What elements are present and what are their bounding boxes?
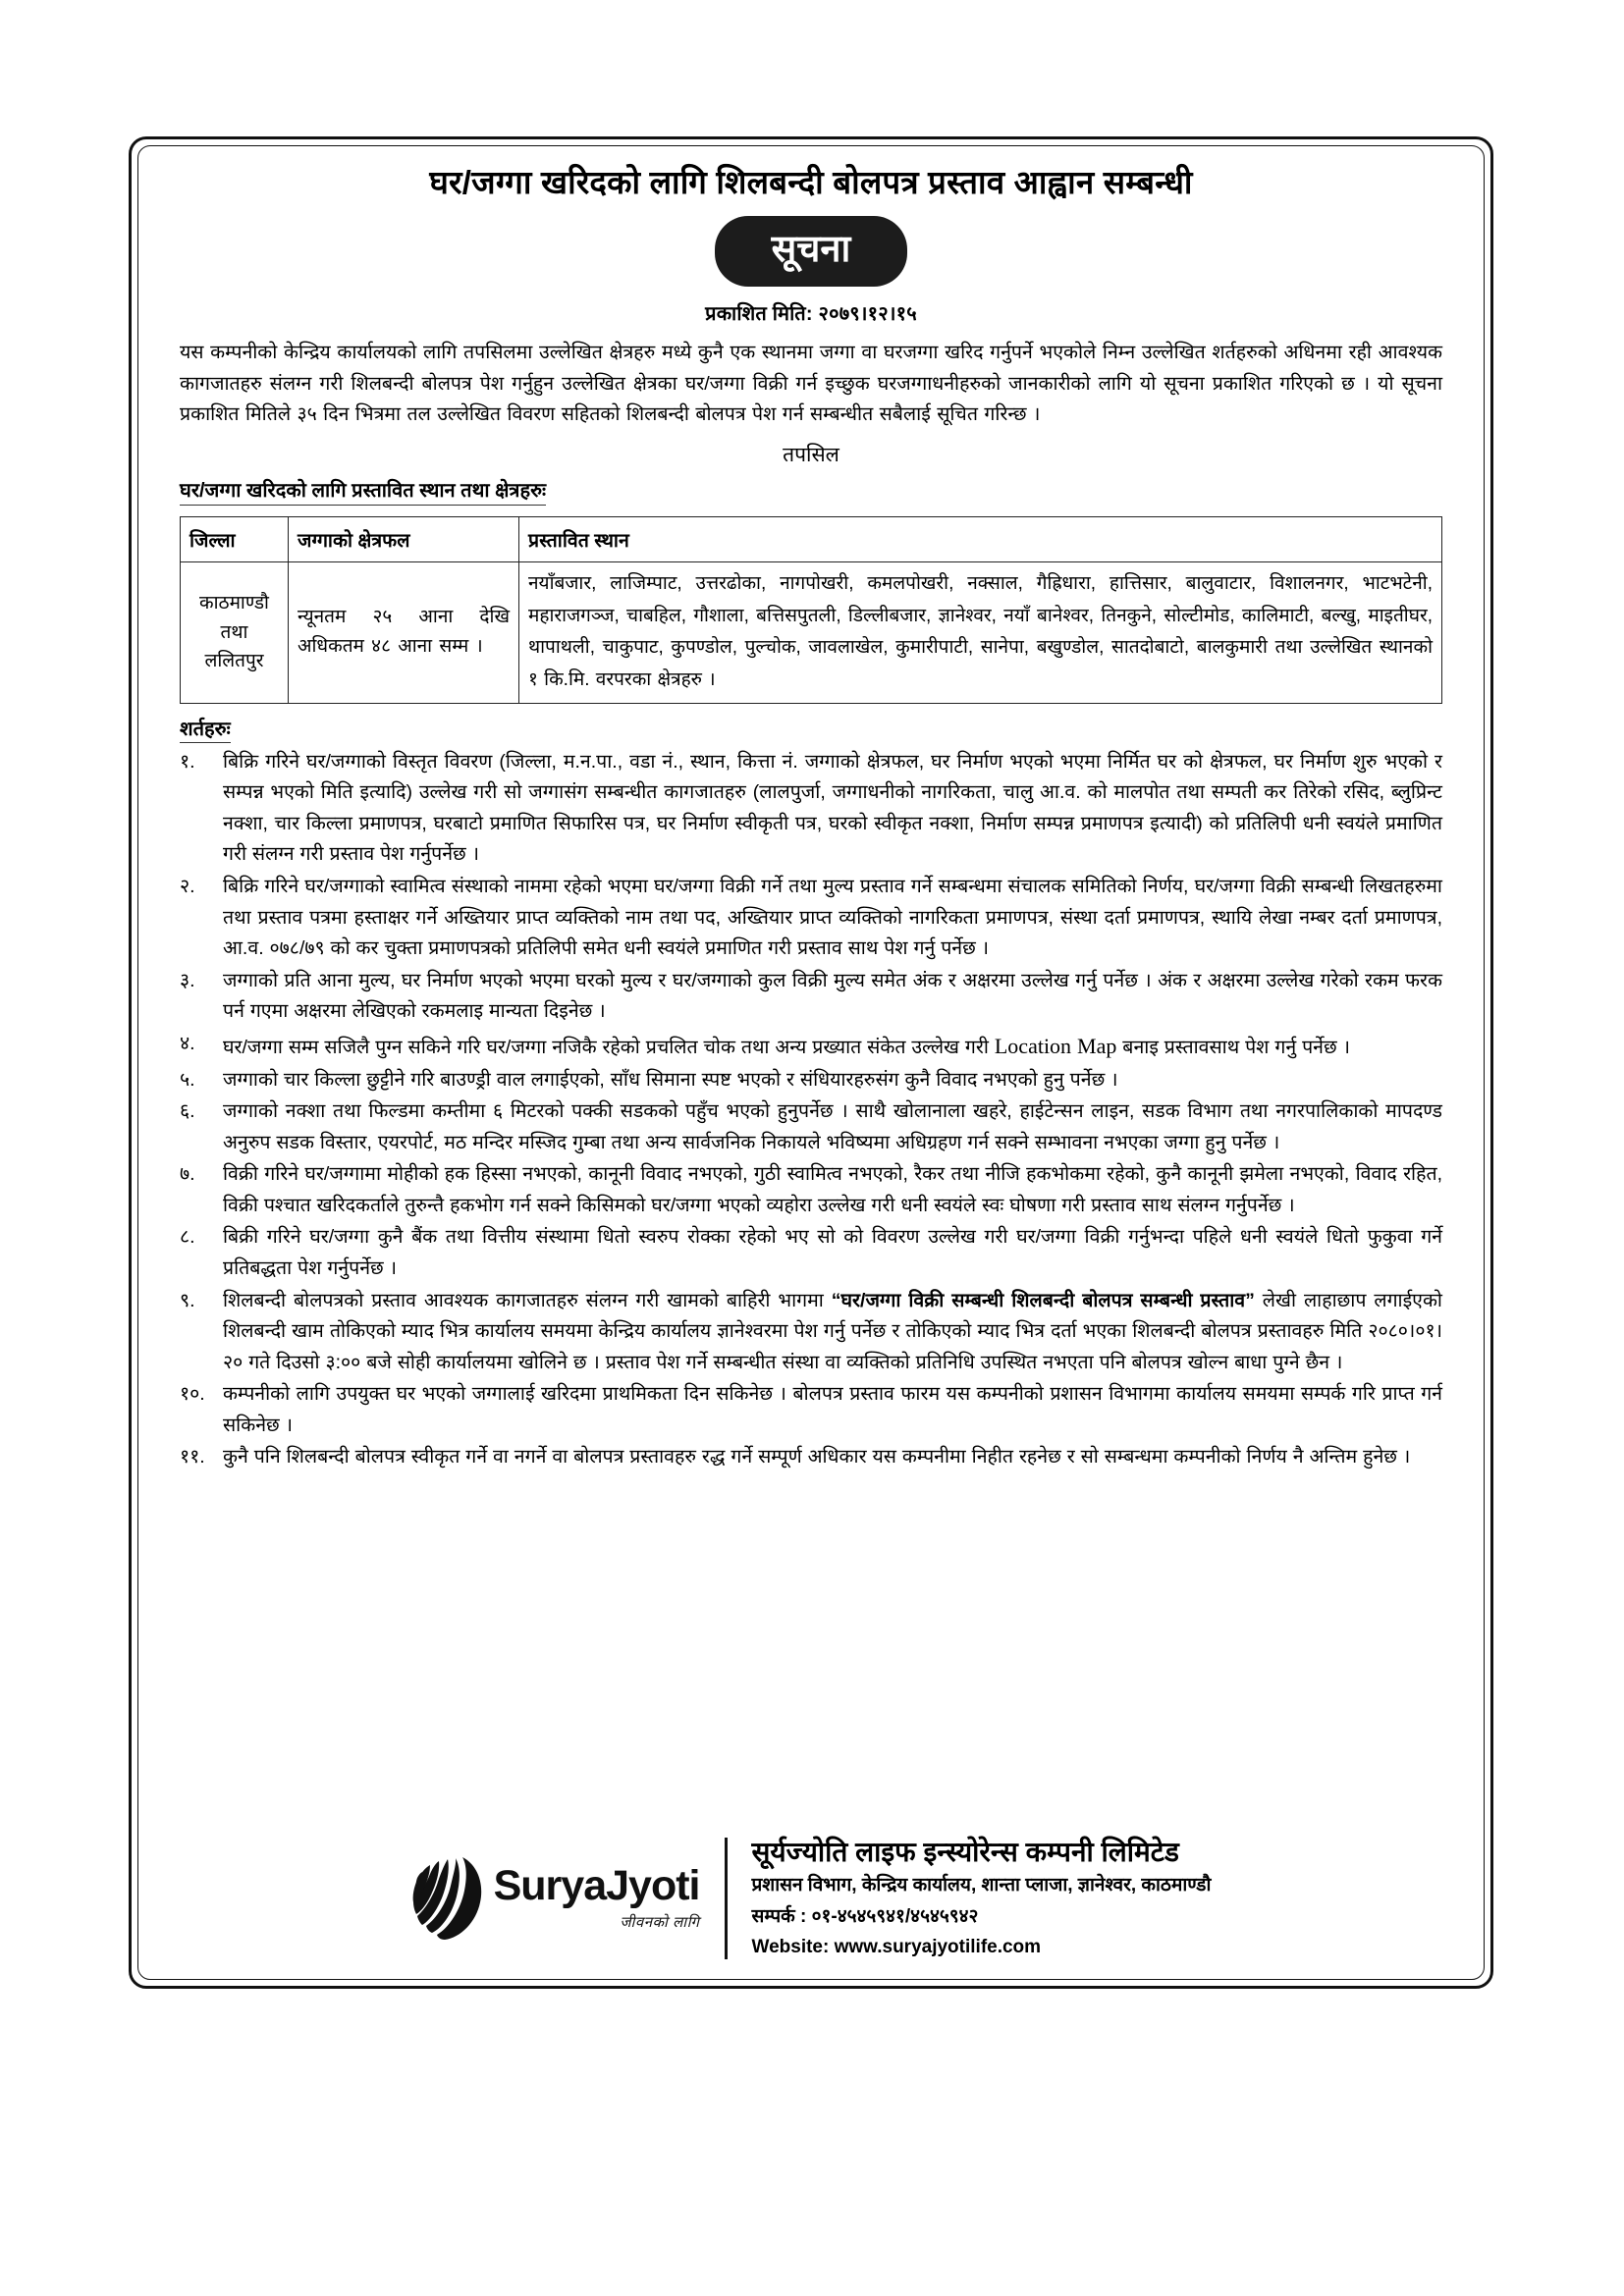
notice-title: घर/जग्गा खरिदको लागि शिलबन्दी बोलपत्र प्रस्ताव आह्वान सम्बन्धी xyxy=(429,164,1193,200)
condition-number: ४. xyxy=(180,1032,195,1054)
condition-item-1 xyxy=(180,747,1442,871)
condition-text-after: लेखी लाहाछाप लगाईएको शिलबन्दी खाम तोकिएको म्याद भित्र कार्यालय समयमा केन्द्रिय कार्यालय ज्ञानेश्वरमा पेश गर्नु पर्नेछ र तोकिएको म्याद भित्र दर्ता भएका शिलबन्दी बोलपत्र प्रस्तावहरु मिति २०८०।०१।२० गते दिउसो ३:०० बजे सोही कार्यालयमा खोलिने छ । प्रस्ताव पेश गर्ने सम्बन्धीत संस्था वा व्यक्तिको प्रतिनिधि उपस्थित नभएता पनि बोलपत्र खोल्न बाधा पुग्ने छैन । xyxy=(223,1289,1442,1373)
condition-text: बिक्री गरिने घर/जग्गा कुनै बैंक तथा वित्तीय संस्थामा धितो स्वरुप रोक्का रहेको भए सो को विवरण उल्लेख गरी घर/जग्गा विक्री गर्नुभन्दा पहिले धनी स्वयंले धितो फुकुवा गर्ने प्रतिबद्धता पेश गर्नुपर्नेछ । xyxy=(223,1226,1442,1279)
notice-badge-row xyxy=(180,216,1442,287)
condition-text: कम्पनीको लागि उपयुक्त घर भएको जग्गालाई खरिदमा प्राथमिकता दिन सकिनेछ । बोलपत्र प्रस्ताव फारम यस कम्पनीको प्रशासन विभागमा कार्यालय समयमा सम्पर्क गरि प्राप्त गर्न सकिनेछ । xyxy=(223,1383,1442,1436)
condition-text: जग्गाको नक्शा तथा फिल्डमा कम्तीमा ६ मिटरको पक्की सडकको पहुँच भएको हुनुपर्नेछ । साथै खोलानाला खहरे, हाईटेन्सन लाइन, सडक विभाग तथा नगरपालिकाको मापदण्ड अनुरुप सडक विस्तार, एयरपोर्ट, मठ मन्दिर मस्जिद गुम्बा तथा अन्य सार्वजनिक निकायले भविष्यमा अधिग्रहण गर्न सक्ने सम्भावना नभएका जग्गा हुनु पर्नेछ । xyxy=(223,1100,1442,1153)
condition-text-after: बनाइ प्रस्तावसाथ पेश गर्नु पर्नेछ । xyxy=(1116,1036,1350,1058)
sealed-envelope-label: “घर/जग्गा विक्री सम्बन्धी शिलबन्दी बोलपत्र सम्बन्धी प्रस्ताव” xyxy=(831,1289,1255,1311)
intro-paragraph: यस कम्पनीको केन्द्रिय कार्यालयको लागि तपसिलमा उल्लेखित क्षेत्रहरु मध्ये कुनै एक स्थानमा जग्गा वा घरजग्गा खरिद गर्नुपर्ने भएकोले निम्न उल्लेखित शर्तहरुको अधिनमा रही आवश्यक कागजातहरु संलग्न गरी शिलबन्दी बोलपत्र पेश गर्नुहुन उल्लेखित क्षेत्रका घर/जग्गा विक्री गर्न इच्छुक घरजग्गाधनीहरुको जानकारीको लागि यो सूचना प्रकाशित गरिएको छ । यो सूचना प्रकाशित मितिले ३५ दिन भित्रमा तल उल्लेखित विवरण सहितको शिलबन्दी बोलपत्र पेश गर्न सम्बन्धीत सबैलाई सूचित गरिन्छ । xyxy=(180,342,1442,426)
company-address: प्रशासन विभाग, केन्द्रिय कार्यालय, शान्ता प्लाजा, ज्ञानेश्वर, काठमाण्डौ xyxy=(751,1875,1212,1896)
condition-item-3 xyxy=(180,966,1442,1028)
logo-block xyxy=(411,1855,726,1942)
condition-number: ८. xyxy=(180,1226,195,1249)
published-date: प्रकाशित मिति: २०७९।१२।१५ xyxy=(705,303,917,326)
condition-item-5 xyxy=(180,1065,1442,1096)
condition-text: बिक्रि गरिने घर/जग्गाको स्वामित्व संस्थाको नाममा रहेको भएमा घर/जग्गा विक्री गर्ने तथा मुल्य प्रस्ताव गर्ने सम्बन्धमा संचालक समितिको निर्णय, घर/जग्गा विक्री सम्बन्धी लिखतहरुमा तथा प्रस्ताव पत्रमा हस्ताक्षर गर्ने अख्तियार प्राप्त व्यक्तिको नाम तथा पद, अख्तियार प्राप्त व्यक्तिको नागरिकता प्रमाणपत्र, संस्था दर्ता प्रमाणपत्र, स्थायि लेखा नम्बर दर्ता प्रमाणपत्र, आ.व. ०७८/७९ को कर चुक्ता प्रमाणपत्रको प्रतिलिपी समेत धनी स्वयंले प्रमाणित गरी प्रस्ताव साथ पेश गर्नु पर्नेछ । xyxy=(223,875,1442,960)
condition-item-10 xyxy=(180,1379,1442,1441)
condition-item-8 xyxy=(180,1222,1442,1284)
table-header-area: जग्गाको क्षेत्रफल xyxy=(289,516,519,561)
condition-number: २. xyxy=(180,875,195,897)
condition-text: बिक्रि गरिने घर/जग्गाको विस्तृत विवरण (जिल्ला, म.न.पा., वडा नं., स्थान, कित्ता नं. जग्गाको क्षेत्रफल, घर निर्माण भएको भएमा निर्मित घर को क्षेत्रफल, घर निर्माण शुरु भएको र सम्पन्न भएको मिति इत्यादि) उल्लेख गरी सो जग्गासंग सम्बन्धीत कागजातहरु (लालपुर्जा, जग्गाधनीको नागरिकता, चालु आ.व. को मालपोत तथा सम्पती कर तिरेको रसिद, ब्लुप्रिन्ट नक्शा, चार किल्ला प्रमाणपत्र, घरबाटो प्रमाणित सिफारिस पत्र, घर निर्माण स्वीकृती पत्र, घरको स्वीकृत नक्शा, निर्माण सम्पन्न प्रमाणपत्र इत्यादी) को प्रतिलिपी धनी स्वयंले प्रमाणित गरी संलग्न गरी प्रस्ताव पेश गर्नुपर्नेछ । xyxy=(223,750,1442,866)
table-subheading: घर/जग्गा खरिदको लागि प्रस्तावित स्थान तथा क्षेत्रहरुः xyxy=(180,476,546,506)
condition-number: १०. xyxy=(180,1383,205,1406)
company-website[interactable]: Website: www.suryajyotilife.com xyxy=(751,1937,1042,1958)
logo-tagline: जीवनको लागि xyxy=(620,1913,700,1931)
condition-text-before: शिलबन्दी बोलपत्रको प्रस्ताव आवश्यक कागजातहरु संलग्न गरी खामको बाहिरी भागमा xyxy=(223,1289,832,1311)
location-map-term: Location Map xyxy=(994,1033,1117,1058)
cell-area: न्यूनतम २५ आना देखि अधिकतम ४८ आना सम्म । xyxy=(289,561,519,703)
conditions-heading: शर्तहरुः xyxy=(180,715,231,743)
conditions-list xyxy=(180,747,1442,1473)
tapsil-heading: तपसिल xyxy=(783,443,839,466)
company-footer xyxy=(180,1836,1442,1961)
condition-number: ११. xyxy=(180,1446,205,1468)
condition-item-2 xyxy=(180,872,1442,965)
condition-number: ७. xyxy=(180,1163,195,1186)
proposed-locations-table xyxy=(180,516,1442,704)
table-row xyxy=(181,561,1442,703)
company-details xyxy=(728,1836,1211,1961)
cell-district: काठमाण्डौ तथा ललितपुर xyxy=(181,561,289,703)
notice-outer-frame xyxy=(129,136,1493,1989)
condition-item-4 xyxy=(180,1029,1442,1064)
condition-number: ३. xyxy=(180,969,195,991)
table-header-district: जिल्ला xyxy=(181,516,289,561)
table-header-row xyxy=(181,516,1442,561)
condition-number: १. xyxy=(180,750,195,773)
company-name: सूर्यज्योति लाइफ इन्स्योरेन्स कम्पनी लिमिटेड xyxy=(751,1836,1179,1867)
logo-wordmark xyxy=(493,1861,700,1932)
condition-text-before: घर/जग्गा सम्म सजिलै पुग्न सकिने गरि घर/जग्गा नजिकै रहेको प्रचलित चोक तथा अन्य प्रख्यात संकेत उल्लेख गरी xyxy=(223,1036,995,1058)
company-contact: सम्पर्क : ०१-४५४५९४१/४५४५९४२ xyxy=(751,1905,979,1927)
condition-text: जग्गाको चार किल्ला छुट्टीने गरि बाउण्ड्री वाल लगाईएको, साँध सिमाना स्पष्ट भएको र संधियारहरुसंग कुनै विवाद नभएको हुनु पर्नेछ । xyxy=(223,1068,1118,1091)
condition-number: ९. xyxy=(180,1289,195,1311)
notice-badge: सूचना xyxy=(715,216,908,287)
condition-item-7 xyxy=(180,1159,1442,1221)
suryajyoti-logo-icon xyxy=(411,1855,484,1942)
table-header-places: प्रस्तावित स्थान xyxy=(519,516,1442,561)
condition-item-11 xyxy=(180,1442,1442,1473)
logo-name: SuryaJyoti xyxy=(493,1861,700,1909)
condition-text: विक्री गरिने घर/जग्गामा मोहीको हक हिस्सा नभएको, कानूनी विवाद नभएको, गुठी स्वामित्व नभएको, रैकर तथा नीजि हकभोकमा रहेको, कुनै कानूनी झमेला नभएको, विवाद रहित, विक्री पश्चात खरिदकर्ताले तुरुन्तै हकभोग गर्न सक्ने किसिमको घर/जग्गा भएको व्यहोरा उल्लेख गरी धनी स्वयंले स्वः घोषणा गरी प्रस्ताव साथ संलग्न गर्नुपर्नेछ । xyxy=(223,1163,1442,1216)
condition-item-9 xyxy=(180,1286,1442,1379)
condition-item-6 xyxy=(180,1096,1442,1158)
condition-number: ५. xyxy=(180,1068,195,1091)
notice-inner-frame xyxy=(137,145,1485,1980)
condition-number: ६. xyxy=(180,1100,195,1123)
condition-text: जग्गाको प्रति आना मुल्य, घर निर्माण भएको भएमा घरको मुल्य र घर/जग्गाको कुल विक्री मुल्य समेत अंक र अक्षरमा उल्लेख गर्नु पर्नेछ । अंक र अक्षरमा उल्लेख गरेको रकम फरक पर्न गएमा अक्षरमा लेखिएको रकमलाइ मान्यता दिइनेछ । xyxy=(223,969,1442,1023)
cell-places: नयाँबजार, लाजिम्पाट, उत्तरढोका, नागपोखरी, कमलपोखरी, नक्साल, गैह्रिधारा, हात्तिसार, बालुवाटार, विशालनगर, भाटभटेनी, महाराजगञ्ज, चाबहिल, गौशाला, बत्तिसपुतली, डिल्लीबजार, ज्ञानेश्वर, नयाँ बानेश्वर, तिनकुने, सोल्टीमोड, कालिमाटी, बल्खु, माइतीघर, थापाथली, चाकुपाट, कुपण्डोल, पुल्चोक, जावलाखेल, कुमारीपाटी, सानेपा, बखुण्डोल, सातदोबाटो, बालकुमारी तथा उल्लेखित स्थानको १ कि.मि. वरपरका क्षेत्रहरु । xyxy=(519,561,1442,703)
condition-text: कुनै पनि शिलबन्दी बोलपत्र स्वीकृत गर्ने वा नगर्ने वा बोलपत्र प्रस्तावहरु रद्ध गर्ने सम्पूर्ण अधिकार यस कम्पनीमा निहीत रहनेछ र सो सम्बन्धमा कम्पनीको निर्णय नै अन्तिम हुनेछ । xyxy=(223,1446,1411,1468)
notice-content xyxy=(138,146,1484,1979)
